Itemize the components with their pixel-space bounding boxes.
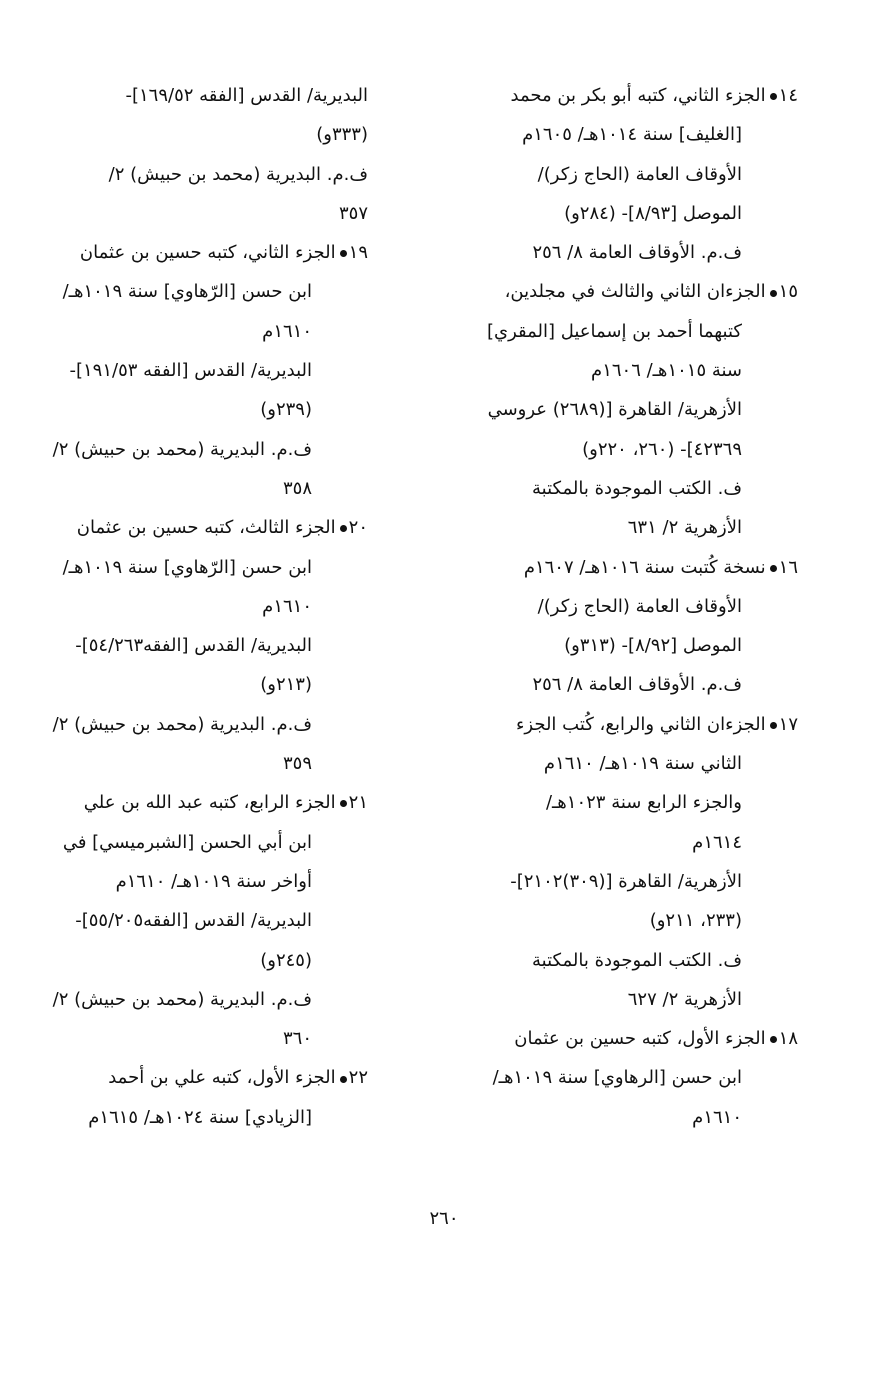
catalog-entry [52,508,368,783]
entry-line: ١٦١٤م [692,831,742,853]
entry-line: (٣٣٣و) [316,124,368,146]
entry-line: الأزهرية/ القاهرة [(٢٦٨٩) عروسي [487,399,742,421]
entry-line: الثاني سنة ١٠١٩هـ/ ١٦١٠م [543,753,742,775]
entry-line: والجزء الرابع سنة ١٠٢٣هـ/ [545,792,742,814]
entry-line: ٤٢٣٦٩]- (٢٦٠، ٢٢٠و) [582,438,742,460]
entry-first-line [446,1019,798,1058]
entry-line: الموصل [٨/٩٣]- (٢٨٤و) [564,202,742,224]
bullet-icon [340,525,347,532]
entry-line: ف.م. البديرية (محمد بن حبيش) ٢/ [52,713,312,735]
entry-line: ف. الكتب الموجودة بالمكتبة [532,949,742,971]
entry-line: [الزيادي] سنة ١٠٢٤هـ/ ١٦١٥م [88,1106,312,1128]
entry-line: أواخر سنة ١٠١٩هـ/ ١٦١٠م [115,870,312,892]
entry-number: ١٥ [778,281,798,303]
page-number: ٢٦٠ [429,1208,459,1229]
entry-line: البديرية/ القدس [الفقه ١٩١/٥٣]- [69,360,312,382]
catalog-entry [446,272,798,547]
entry-line-text: الجزء الثالث، كتبه حسين بن عثمان [76,517,336,539]
entry-line-text: الجزء الثاني، كتبه حسين بن عثمان [79,242,336,264]
entry-number: ٢٢ [348,1067,368,1089]
catalog-entry [68,1058,368,1137]
entry-line: ٣٥٨ [282,477,312,499]
entry-first-line [446,272,798,311]
bullet-icon [340,1076,347,1083]
right-column [446,76,798,1137]
entry-line: ٣٥٧ [338,202,368,224]
entry-line-text: الجزءان الثاني والثالث في مجلدين، [504,281,766,303]
entry-line-text: الجزء الثاني، كتبه أبو بكر بن محمد [510,85,766,106]
bullet-icon [340,800,347,807]
entry-first-line [68,508,368,547]
entry-first-line [68,233,368,272]
entry-line: [الغليف] سنة ١٠١٤هـ/ ١٦٠٥م [522,124,742,146]
catalog-entry [446,1019,798,1137]
entry-first-line [68,1058,368,1097]
bullet-icon [770,565,777,572]
bullet-icon [770,722,777,729]
entry-line: البديرية/ القدس [الفقه ١٦٩/٥٢]- [125,85,368,106]
entry-line: الأزهرية ٢/ ٦٢٧ [627,988,742,1010]
catalog-entry [446,705,798,1019]
catalog-entry [446,76,798,272]
entry-line: ٣٦٠ [282,1028,312,1050]
entry-line: الأزهرية ٢/ ٦٣١ [627,517,742,539]
entry-line: البديرية/ القدس [الفقه٥٥/٢٠٥]- [75,910,312,932]
entry-line-text: نسخة كُتبت سنة ١٠١٦هـ/ ١٦٠٧م [523,556,766,578]
entry-first-line [68,783,368,822]
entry-line: ابن أبي الحسن [الشبرميسي] في [62,831,312,853]
catalog-entry [68,76,368,233]
entry-line: ف.م. الأوقاف العامة ٨/ ٢٥٦ [532,674,742,696]
bullet-icon [770,1036,777,1043]
entry-line: ابن حسن [الرّهاوي] سنة ١٠١٩هـ/ [62,281,312,303]
entry-line: ١٦١٠م [692,1106,742,1128]
entry-line: الأوقاف العامة (الحاج زكر)/ [537,595,742,617]
entry-line: (٢١٣و) [260,674,312,696]
entry-line: البديرية/ القدس [الفقه٥٤/٢٦٣]- [75,635,312,657]
entry-line: ٣٥٩ [282,753,312,775]
entry-line-text: الجزء الرابع، كتبه عبد الله بن علي [83,792,336,814]
entry-line: ١٦١٠م [262,595,312,617]
left-column [52,76,368,1137]
entry-number: ١٤ [778,85,798,106]
bullet-icon [770,93,777,100]
entry-line: (٢٤٥و) [260,949,312,971]
entry-first-line [446,76,798,115]
entry-line: (٢٣٣، ٢١١و) [649,910,742,932]
entry-line: ف.م. الأوقاف العامة ٨/ ٢٥٦ [532,242,742,264]
entry-line: ف.م. البديرية (محمد بن حبيش) ٢/ [52,988,312,1010]
bullet-icon [340,250,347,257]
entry-line-text: الجزء الأول، كتبه علي بن أحمد [108,1067,336,1089]
entry-line: ١٦١٠م [262,320,312,342]
entry-line: ابن حسن [الرهاوي] سنة ١٠١٩هـ/ [492,1067,742,1089]
entry-line: ف. الكتب الموجودة بالمكتبة [532,477,742,499]
entry-line: ابن حسن [الرّهاوي] سنة ١٠١٩هـ/ [62,556,312,578]
entry-number: ١٧ [778,713,798,735]
entry-number: ٢١ [348,792,368,814]
catalog-entry [52,783,368,1058]
entry-line: الأزهرية/ القاهرة [(٣٠٩)٢١٠٢]- [510,870,742,892]
entry-line: (٢٣٩و) [260,399,312,421]
entry-line: سنة ١٠١٥هـ/ ١٦٠٦م [591,360,742,382]
entry-line: الموصل [٨/٩٢]- (٣١٣و) [564,635,742,657]
bullet-icon [770,290,777,297]
entry-line-text: الجزءان الثاني والرابع، كُتب الجزء [515,713,766,735]
entry-number: ١٩ [348,242,368,264]
entry-line: ف.م. البديرية (محمد بن حبيش) ٢/ [52,438,312,460]
entry-line: ف.م. البديرية (محمد بن حبيش) ٢/ [108,163,368,185]
catalog-entry [52,233,368,508]
entry-line: الأوقاف العامة (الحاج زكر)/ [537,163,742,185]
catalog-entry [446,548,798,705]
entry-line: كتبهما أحمد بن إسماعيل [المقري] [486,320,742,342]
entry-line-text: الجزء الأول، كتبه حسين بن عثمان [514,1028,766,1050]
entry-first-line [446,705,798,744]
entry-number: ٢٠ [348,517,368,539]
entry-first-line [446,548,798,587]
entry-number: ١٨ [778,1028,798,1050]
entry-number: ١٦ [778,556,798,578]
